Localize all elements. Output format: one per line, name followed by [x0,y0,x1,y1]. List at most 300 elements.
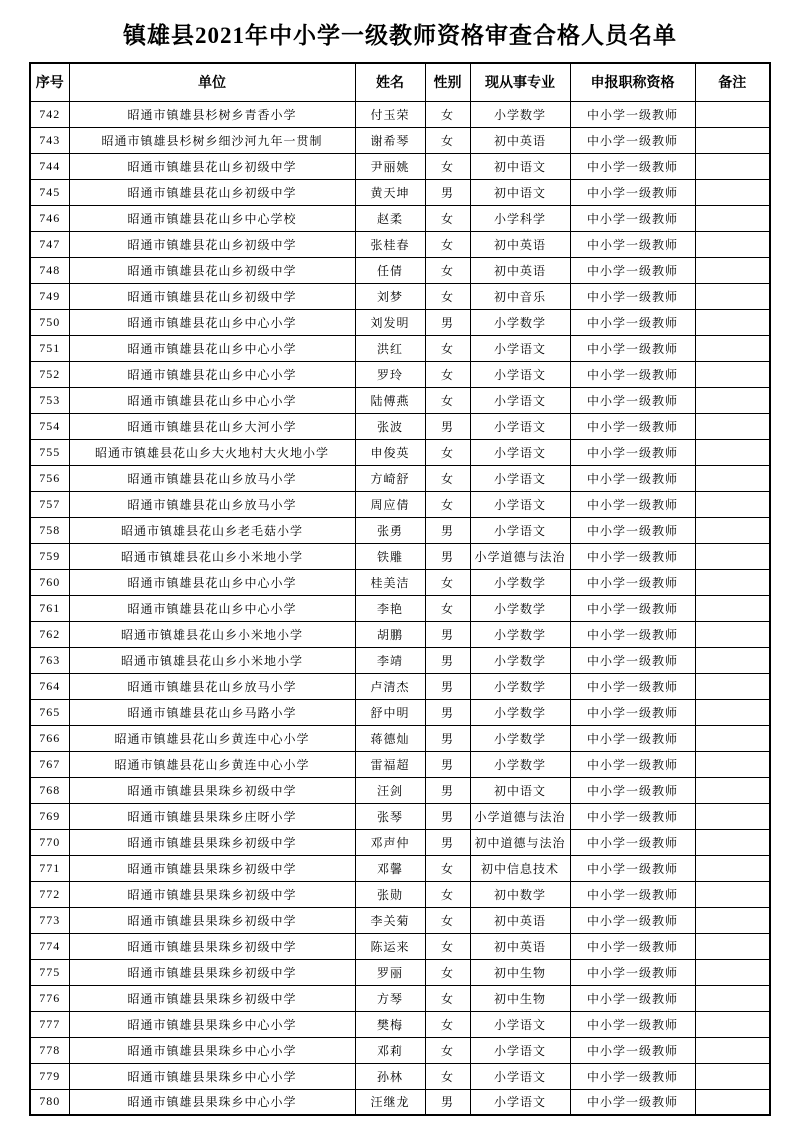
cell-no: 745 [30,179,69,205]
cell-name: 申俊英 [355,439,425,465]
cell-qualification: 中小学一级教师 [570,829,695,855]
cell-no: 754 [30,413,69,439]
cell-unit: 昭通市镇雄县花山乡中心小学 [69,569,355,595]
table-row [30,699,770,725]
cell-unit: 昭通市镇雄县杉树乡细沙河九年一贯制 [69,127,355,153]
cell-qualification: 中小学一级教师 [570,231,695,257]
table-row [30,335,770,361]
table-row [30,231,770,257]
cell-qualification: 中小学一级教师 [570,335,695,361]
cell-gender: 男 [425,803,470,829]
cell-name: 汪继龙 [355,1089,425,1115]
cell-name: 张波 [355,413,425,439]
cell-remark [695,907,770,933]
cell-unit: 昭通市镇雄县花山乡初级中学 [69,283,355,309]
cell-name: 桂美洁 [355,569,425,595]
cell-no: 778 [30,1037,69,1063]
cell-name: 刘发明 [355,309,425,335]
cell-unit: 昭通市镇雄县果珠乡初级中学 [69,985,355,1011]
cell-no: 752 [30,361,69,387]
cell-unit: 昭通市镇雄县果珠乡初级中学 [69,855,355,881]
table-row [30,959,770,985]
cell-no: 758 [30,517,69,543]
table-row [30,517,770,543]
cell-name: 卢清杰 [355,673,425,699]
table-row [30,543,770,569]
cell-qualification: 中小学一级教师 [570,205,695,231]
cell-no: 776 [30,985,69,1011]
column-header-qualification: 申报职称资格 [570,63,695,101]
cell-name: 邓莉 [355,1037,425,1063]
cell-qualification: 中小学一级教师 [570,569,695,595]
cell-subject: 初中生物 [470,985,570,1011]
cell-qualification: 中小学一级教师 [570,465,695,491]
cell-remark [695,231,770,257]
cell-unit: 昭通市镇雄县花山乡中心小学 [69,361,355,387]
cell-name: 罗丽 [355,959,425,985]
cell-qualification: 中小学一级教师 [570,751,695,777]
header-row [30,63,770,101]
column-header-unit: 单位 [69,63,355,101]
cell-remark [695,959,770,985]
cell-no: 772 [30,881,69,907]
table-row [30,309,770,335]
table-row [30,647,770,673]
cell-subject: 初中英语 [470,257,570,283]
table-row [30,751,770,777]
cell-gender: 女 [425,881,470,907]
column-header-name: 姓名 [355,63,425,101]
cell-remark [695,127,770,153]
cell-no: 760 [30,569,69,595]
cell-name: 蒋德灿 [355,725,425,751]
cell-no: 750 [30,309,69,335]
cell-subject: 小学语文 [470,1089,570,1115]
cell-subject: 小学语文 [470,439,570,465]
cell-remark [695,361,770,387]
cell-name: 张桂春 [355,231,425,257]
cell-unit: 昭通市镇雄县花山乡小米地小学 [69,621,355,647]
cell-name: 舒中明 [355,699,425,725]
cell-no: 749 [30,283,69,309]
cell-unit: 昭通市镇雄县花山乡黄连中心小学 [69,751,355,777]
cell-gender: 男 [425,413,470,439]
cell-remark [695,1089,770,1115]
cell-gender: 女 [425,595,470,621]
cell-remark [695,153,770,179]
cell-gender: 女 [425,101,470,127]
cell-no: 747 [30,231,69,257]
cell-name: 邓馨 [355,855,425,881]
cell-unit: 昭通市镇雄县花山乡大河小学 [69,413,355,439]
cell-remark [695,881,770,907]
cell-remark [695,101,770,127]
cell-name: 赵柔 [355,205,425,231]
cell-gender: 女 [425,1063,470,1089]
cell-gender: 女 [425,205,470,231]
cell-gender: 男 [425,309,470,335]
page-title: 镇雄县2021年中小学一级教师资格审查合格人员名单 [123,23,677,48]
table-row [30,387,770,413]
cell-unit: 昭通市镇雄县果珠乡初级中学 [69,907,355,933]
table-row [30,491,770,517]
cell-remark [695,777,770,803]
column-header-gender: 性别 [425,63,470,101]
cell-unit: 昭通市镇雄县果珠乡初级中学 [69,881,355,907]
table-row [30,179,770,205]
cell-unit: 昭通市镇雄县花山乡小米地小学 [69,543,355,569]
cell-gender: 女 [425,1037,470,1063]
cell-unit: 昭通市镇雄县花山乡中心小学 [69,595,355,621]
cell-no: 768 [30,777,69,803]
cell-name: 胡鹏 [355,621,425,647]
cell-remark [695,1063,770,1089]
cell-gender: 女 [425,257,470,283]
cell-unit: 昭通市镇雄县花山乡初级中学 [69,153,355,179]
cell-subject: 小学数学 [470,673,570,699]
cell-subject: 初中生物 [470,959,570,985]
cell-name: 李靖 [355,647,425,673]
cell-remark [695,673,770,699]
cell-no: 755 [30,439,69,465]
table-row [30,595,770,621]
cell-no: 773 [30,907,69,933]
cell-remark [695,439,770,465]
table-row [30,985,770,1011]
cell-gender: 女 [425,153,470,179]
table-row [30,881,770,907]
table-row [30,1063,770,1089]
cell-no: 744 [30,153,69,179]
cell-name: 尹丽姚 [355,153,425,179]
cell-qualification: 中小学一级教师 [570,309,695,335]
cell-no: 762 [30,621,69,647]
cell-unit: 昭通市镇雄县花山乡放马小学 [69,673,355,699]
cell-unit: 昭通市镇雄县果珠乡中心小学 [69,1011,355,1037]
cell-qualification: 中小学一级教师 [570,907,695,933]
cell-subject: 小学语文 [470,387,570,413]
cell-name: 张勋 [355,881,425,907]
cell-name: 刘梦 [355,283,425,309]
cell-unit: 昭通市镇雄县花山乡中心小学 [69,309,355,335]
cell-subject: 小学语文 [470,1011,570,1037]
cell-subject: 小学语文 [470,491,570,517]
cell-qualification: 中小学一级教师 [570,803,695,829]
cell-remark [695,205,770,231]
cell-no: 766 [30,725,69,751]
cell-name: 陆傅燕 [355,387,425,413]
cell-remark [695,725,770,751]
cell-subject: 小学数学 [470,725,570,751]
column-header-no: 序号 [30,63,69,101]
table-row [30,439,770,465]
cell-remark [695,647,770,673]
cell-gender: 男 [425,699,470,725]
cell-no: 742 [30,101,69,127]
cell-no: 746 [30,205,69,231]
cell-no: 775 [30,959,69,985]
cell-qualification: 中小学一级教师 [570,127,695,153]
cell-qualification: 中小学一级教师 [570,881,695,907]
cell-unit: 昭通市镇雄县花山乡马路小学 [69,699,355,725]
cell-subject: 初中音乐 [470,283,570,309]
cell-no: 774 [30,933,69,959]
cell-no: 743 [30,127,69,153]
cell-qualification: 中小学一级教师 [570,283,695,309]
cell-name: 汪剑 [355,777,425,803]
table-row [30,153,770,179]
cell-no: 763 [30,647,69,673]
cell-remark [695,517,770,543]
cell-remark [695,595,770,621]
cell-remark [695,1037,770,1063]
cell-subject: 小学数学 [470,647,570,673]
cell-subject: 小学语文 [470,361,570,387]
cell-no: 764 [30,673,69,699]
cell-name: 付玉荣 [355,101,425,127]
cell-gender: 男 [425,673,470,699]
cell-qualification: 中小学一级教师 [570,387,695,413]
cell-gender: 女 [425,439,470,465]
cell-unit: 昭通市镇雄县花山乡中心学校 [69,205,355,231]
table-row [30,1011,770,1037]
cell-name: 谢希琴 [355,127,425,153]
cell-qualification: 中小学一级教师 [570,647,695,673]
table-row [30,725,770,751]
cell-remark [695,543,770,569]
cell-subject: 初中语文 [470,153,570,179]
cell-name: 孙林 [355,1063,425,1089]
cell-no: 779 [30,1063,69,1089]
cell-no: 756 [30,465,69,491]
cell-name: 樊梅 [355,1011,425,1037]
cell-remark [695,335,770,361]
cell-gender: 男 [425,179,470,205]
cell-subject: 小学数学 [470,699,570,725]
table-row [30,803,770,829]
table-body [30,101,770,1115]
cell-qualification: 中小学一级教师 [570,491,695,517]
cell-remark [695,699,770,725]
cell-subject: 小学科学 [470,205,570,231]
cell-no: 777 [30,1011,69,1037]
cell-qualification: 中小学一级教师 [570,933,695,959]
cell-qualification: 中小学一级教师 [570,621,695,647]
cell-unit: 昭通市镇雄县花山乡初级中学 [69,231,355,257]
cell-qualification: 中小学一级教师 [570,517,695,543]
table-row [30,413,770,439]
cell-subject: 小学语文 [470,1063,570,1089]
cell-name: 方崎舒 [355,465,425,491]
cell-subject: 初中数学 [470,881,570,907]
cell-unit: 昭通市镇雄县花山乡中心小学 [69,335,355,361]
cell-qualification: 中小学一级教师 [570,153,695,179]
table-row [30,1089,770,1115]
cell-subject: 小学语文 [470,465,570,491]
cell-unit: 昭通市镇雄县花山乡小米地小学 [69,647,355,673]
cell-remark [695,1011,770,1037]
cell-subject: 初中英语 [470,231,570,257]
cell-qualification: 中小学一级教师 [570,413,695,439]
cell-qualification: 中小学一级教师 [570,777,695,803]
cell-name: 黄天坤 [355,179,425,205]
cell-qualification: 中小学一级教师 [570,257,695,283]
cell-remark [695,309,770,335]
table-header [30,63,770,101]
cell-gender: 女 [425,361,470,387]
cell-unit: 昭通市镇雄县花山乡黄连中心小学 [69,725,355,751]
cell-remark [695,985,770,1011]
cell-name: 陈运来 [355,933,425,959]
cell-gender: 女 [425,491,470,517]
cell-remark [695,465,770,491]
cell-no: 748 [30,257,69,283]
cell-no: 751 [30,335,69,361]
cell-no: 761 [30,595,69,621]
cell-unit: 昭通市镇雄县果珠乡庄呀小学 [69,803,355,829]
table-row [30,855,770,881]
cell-subject: 小学语文 [470,517,570,543]
cell-subject: 小学道德与法治 [470,543,570,569]
cell-name: 铁雕 [355,543,425,569]
cell-remark [695,283,770,309]
cell-no: 767 [30,751,69,777]
cell-name: 任倩 [355,257,425,283]
table-row [30,283,770,309]
table-row [30,127,770,153]
cell-name: 洪红 [355,335,425,361]
cell-gender: 男 [425,621,470,647]
cell-name: 方琴 [355,985,425,1011]
cell-remark [695,257,770,283]
cell-gender: 男 [425,517,470,543]
cell-qualification: 中小学一级教师 [570,439,695,465]
cell-subject: 小学数学 [470,101,570,127]
cell-subject: 小学数学 [470,621,570,647]
cell-qualification: 中小学一级教师 [570,179,695,205]
cell-unit: 昭通市镇雄县花山乡大火地村大火地小学 [69,439,355,465]
cell-qualification: 中小学一级教师 [570,1089,695,1115]
cell-remark [695,803,770,829]
cell-subject: 小学道德与法治 [470,803,570,829]
cell-qualification: 中小学一级教师 [570,959,695,985]
cell-gender: 女 [425,933,470,959]
cell-gender: 女 [425,985,470,1011]
table-row [30,465,770,491]
cell-qualification: 中小学一级教师 [570,1063,695,1089]
column-header-subject: 现从事专业 [470,63,570,101]
table-row [30,777,770,803]
cell-remark [695,491,770,517]
cell-remark [695,413,770,439]
cell-gender: 男 [425,647,470,673]
cell-gender: 女 [425,855,470,881]
cell-name: 张琴 [355,803,425,829]
cell-no: 780 [30,1089,69,1115]
table-row [30,673,770,699]
cell-remark [695,751,770,777]
cell-unit: 昭通市镇雄县果珠乡初级中学 [69,959,355,985]
cell-unit: 昭通市镇雄县花山乡中心小学 [69,387,355,413]
cell-unit: 昭通市镇雄县杉树乡青香小学 [69,101,355,127]
cell-subject: 小学数学 [470,751,570,777]
column-header-remark: 备注 [695,63,770,101]
cell-remark [695,387,770,413]
table-row [30,621,770,647]
cell-gender: 女 [425,907,470,933]
cell-unit: 昭通市镇雄县果珠乡初级中学 [69,829,355,855]
cell-gender: 男 [425,829,470,855]
cell-subject: 初中英语 [470,127,570,153]
cell-name: 李艳 [355,595,425,621]
cell-unit: 昭通市镇雄县花山乡初级中学 [69,257,355,283]
cell-gender: 男 [425,777,470,803]
cell-no: 765 [30,699,69,725]
table-row [30,257,770,283]
cell-gender: 女 [425,387,470,413]
cell-unit: 昭通市镇雄县果珠乡初级中学 [69,777,355,803]
cell-gender: 男 [425,543,470,569]
cell-gender: 女 [425,959,470,985]
cell-no: 759 [30,543,69,569]
cell-qualification: 中小学一级教师 [570,1011,695,1037]
cell-remark [695,179,770,205]
cell-gender: 女 [425,465,470,491]
cell-qualification: 中小学一级教师 [570,595,695,621]
table-row [30,569,770,595]
cell-gender: 男 [425,1089,470,1115]
cell-subject: 小学数学 [470,569,570,595]
cell-gender: 女 [425,335,470,361]
table-row [30,101,770,127]
cell-subject: 初中语文 [470,179,570,205]
cell-no: 753 [30,387,69,413]
table-row [30,361,770,387]
cell-unit: 昭通市镇雄县花山乡老毛菇小学 [69,517,355,543]
cell-no: 771 [30,855,69,881]
cell-subject: 初中道德与法治 [470,829,570,855]
cell-no: 770 [30,829,69,855]
cell-subject: 小学语文 [470,335,570,361]
cell-qualification: 中小学一级教师 [570,101,695,127]
cell-qualification: 中小学一级教师 [570,543,695,569]
cell-gender: 女 [425,231,470,257]
cell-subject: 初中语文 [470,777,570,803]
cell-subject: 初中信息技术 [470,855,570,881]
table-row [30,829,770,855]
cell-gender: 女 [425,127,470,153]
cell-unit: 昭通市镇雄县花山乡放马小学 [69,465,355,491]
cell-qualification: 中小学一级教师 [570,361,695,387]
cell-no: 757 [30,491,69,517]
cell-unit: 昭通市镇雄县花山乡初级中学 [69,179,355,205]
cell-name: 周应倩 [355,491,425,517]
cell-gender: 男 [425,725,470,751]
cell-qualification: 中小学一级教师 [570,855,695,881]
table-row [30,205,770,231]
cell-qualification: 中小学一级教师 [570,699,695,725]
cell-qualification: 中小学一级教师 [570,673,695,699]
cell-name: 邓声仲 [355,829,425,855]
cell-subject: 小学数学 [470,309,570,335]
cell-qualification: 中小学一级教师 [570,1037,695,1063]
cell-unit: 昭通市镇雄县果珠乡初级中学 [69,933,355,959]
table-row [30,933,770,959]
cell-remark [695,621,770,647]
cell-gender: 女 [425,283,470,309]
table-row [30,1037,770,1063]
cell-no: 769 [30,803,69,829]
